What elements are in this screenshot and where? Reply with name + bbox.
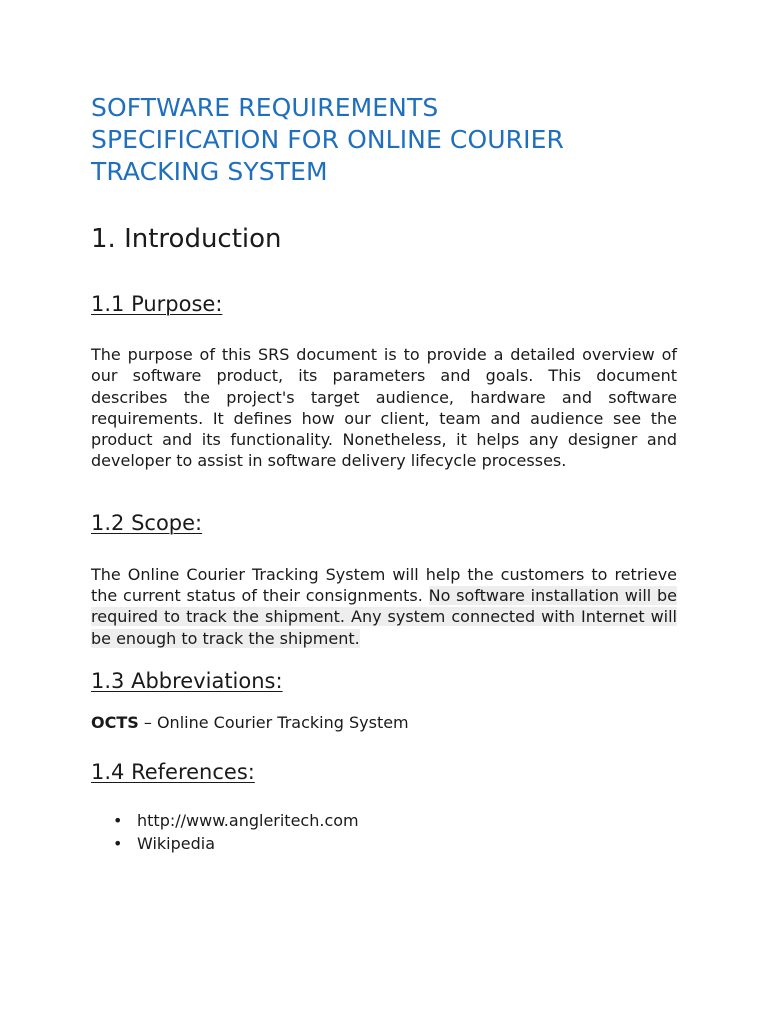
reference-link[interactable]: http://www.angleritech.com (137, 810, 359, 830)
scope-text-plain: The Online Courier Tracking System will help the customers to retrieve the current status of their consignments. (91, 564, 677, 606)
abbreviation-entry (91, 712, 677, 733)
list-item (91, 832, 677, 855)
subsection-heading-references: 1.4 References: (91, 759, 255, 784)
section-heading-introduction: 1. Introduction (91, 224, 282, 254)
document-page (91, 92, 677, 855)
purpose-paragraph: The purpose of this SRS document is to provide a detailed overview of our software product, its parameters and goals. This document describes the project's target audience, hardware and software requirements. It defines how our client, team and audience see the product and its functionality. Nonetheless, it helps any designer and developer to assist in software delivery lifecycle processes. (91, 345, 677, 471)
abbreviation-term: OCTS (91, 712, 139, 732)
references-list (91, 809, 677, 855)
abbreviation-definition: Online Courier Tracking System (156, 712, 409, 732)
document-title-line-3: TRACKING SYSTEM (91, 157, 328, 186)
bullet-icon: • (113, 833, 123, 853)
bullet-icon: • (113, 810, 123, 830)
document-title (91, 92, 677, 188)
subsection-heading-purpose: 1.1 Purpose: (91, 292, 223, 316)
scope-paragraph (91, 564, 677, 649)
document-title-line-1: SOFTWARE REQUIREMENTS (91, 93, 439, 122)
document-title-line-2: SPECIFICATION FOR ONLINE COURIER (91, 125, 564, 154)
list-item (91, 809, 677, 832)
subsection-heading-scope: 1.2 Scope: (91, 510, 203, 535)
subsection-heading-abbreviations: 1.3 Abbreviations: (91, 668, 283, 693)
abbreviation-separator: – (138, 712, 157, 732)
reference-text: Wikipedia (137, 833, 216, 853)
scope-text-highlighted: No software installation will be required to track the shipment. Any system connected with Internet will be enough to track the shipment. (91, 586, 677, 648)
